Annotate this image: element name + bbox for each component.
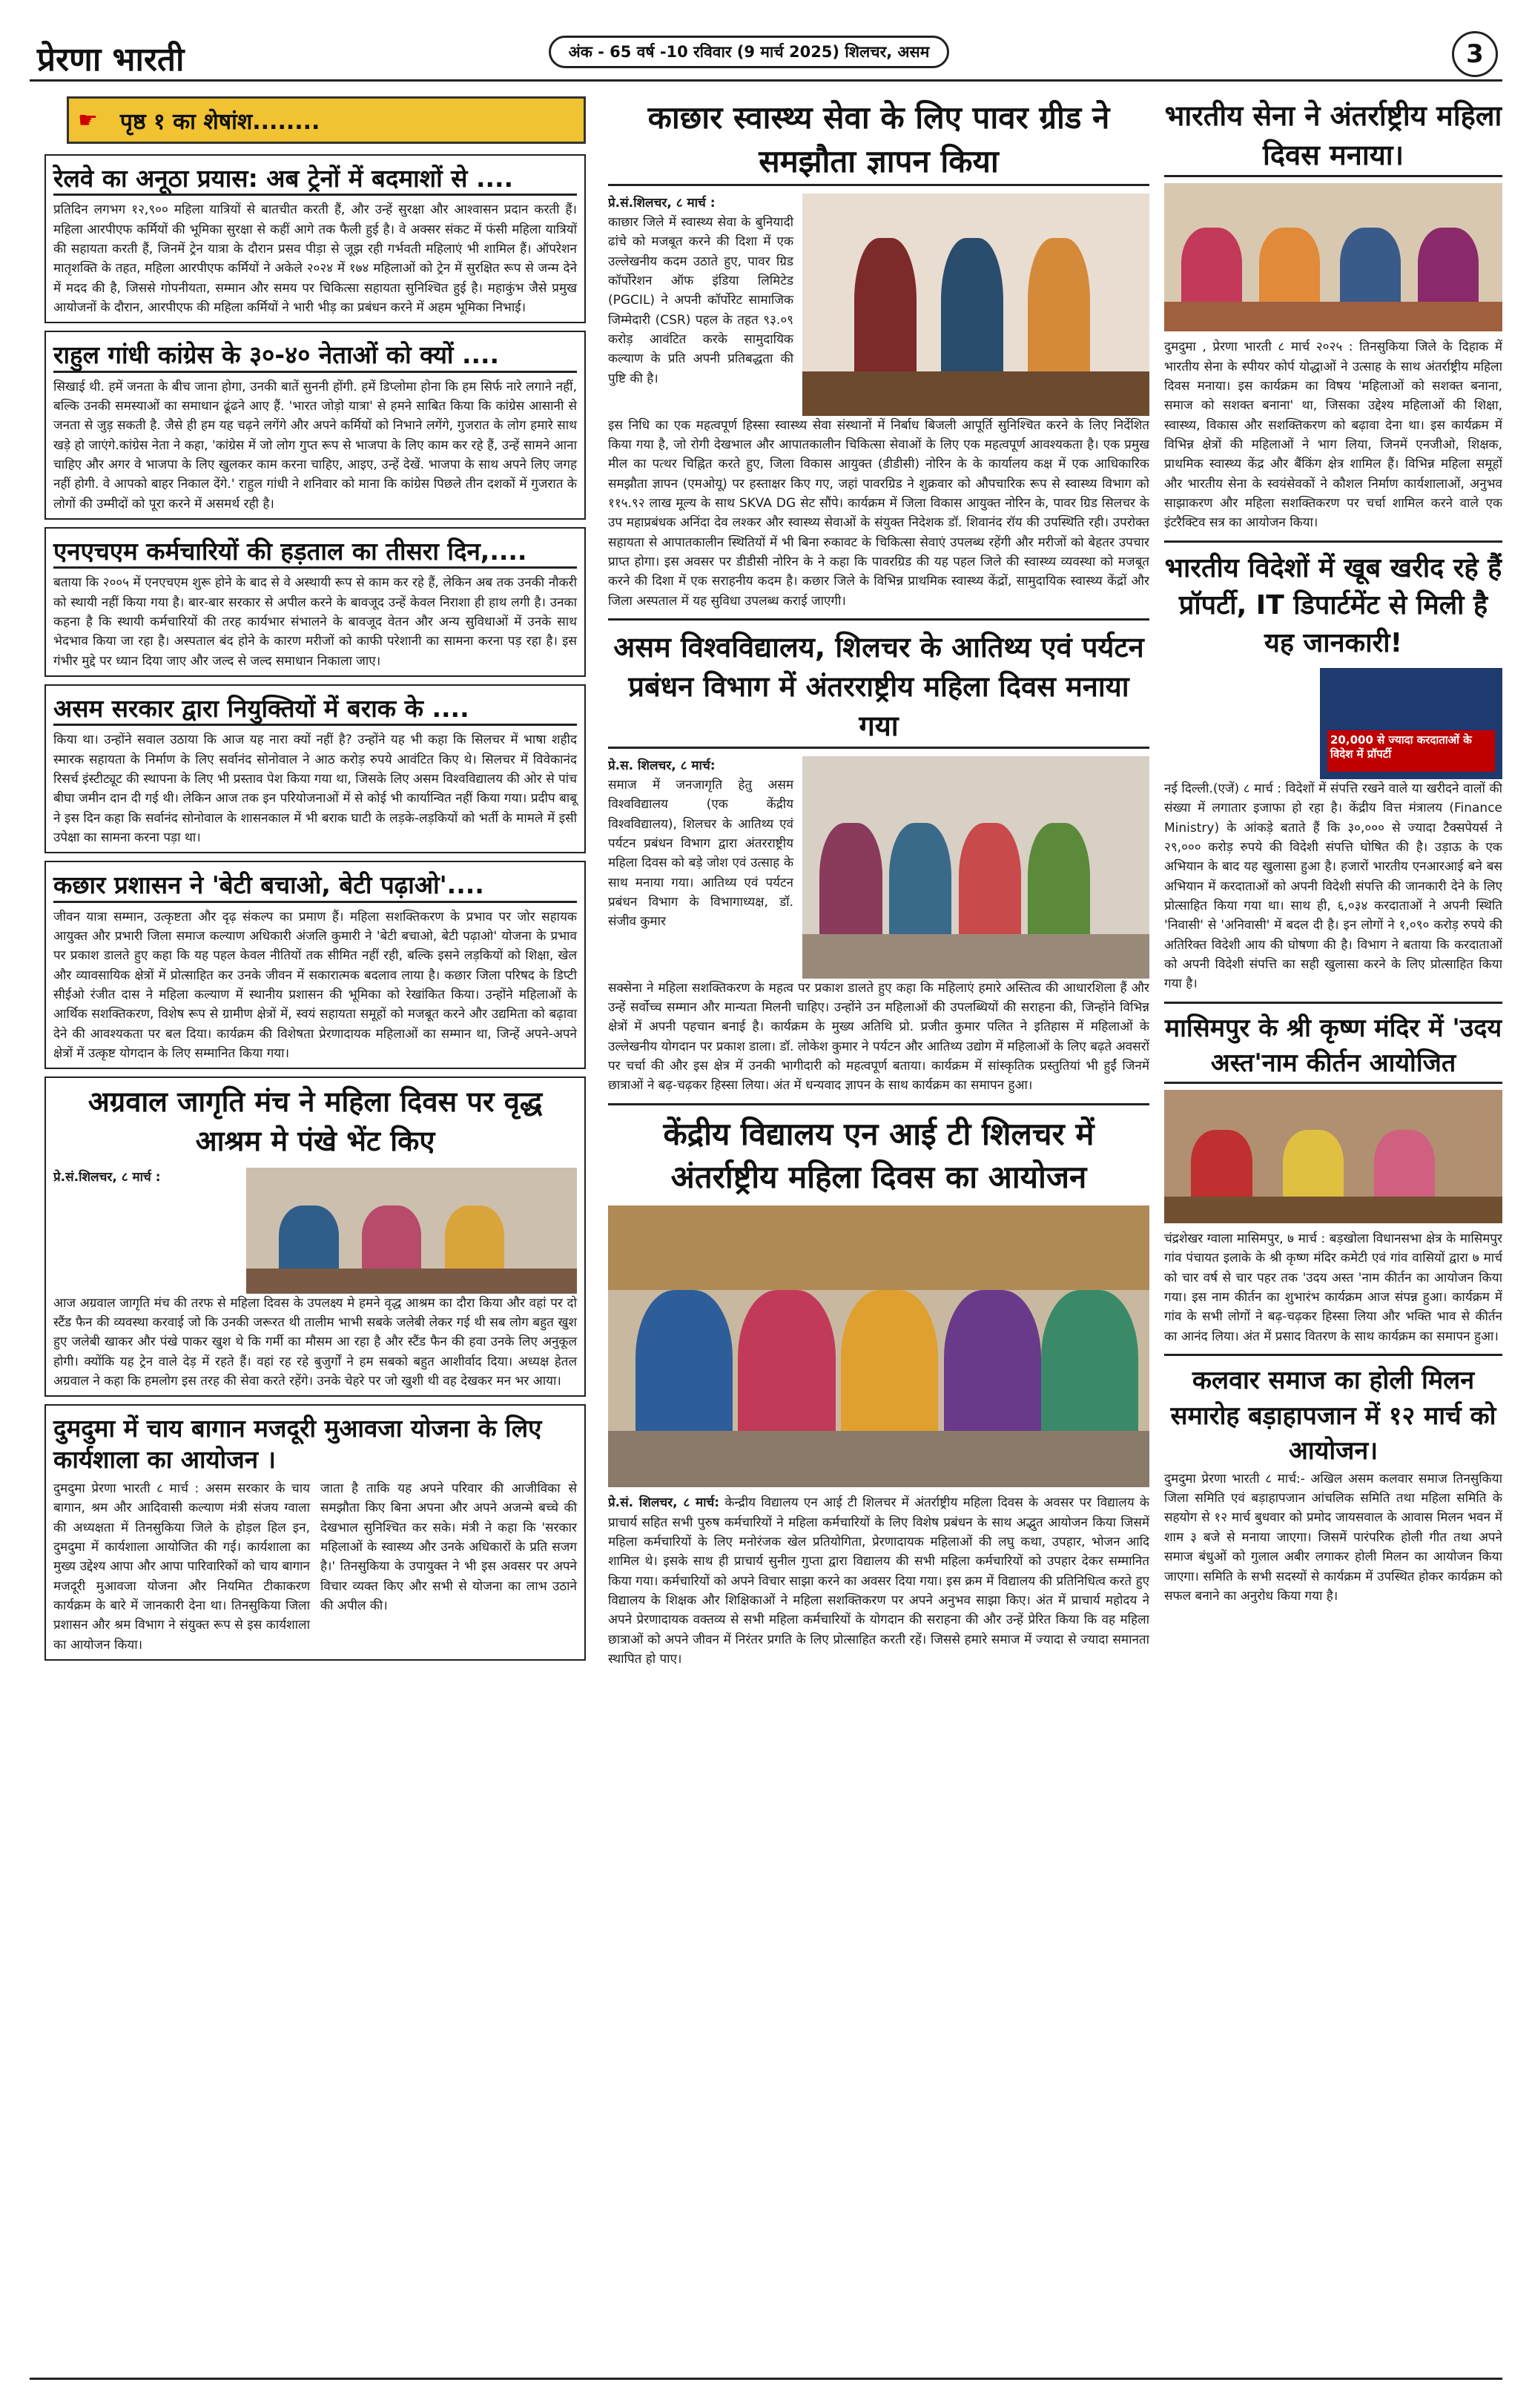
kirtan-photo (1164, 1090, 1502, 1223)
kendriya-vidyalaya-photo (608, 1205, 1149, 1487)
headline-foreign-property: भारतीय विदेशों में खूब खरीद रहे हैं प्रॉपर्टी, IT डिपार्टमेंट से मिली है यह जानकारी! (1164, 552, 1502, 658)
body-powergrid: इस निधि का एक महत्वपूर्ण हिस्सा स्वास्थ्य सेवा संस्थानों में निर्बाध बिजली आपूर्ति सुनिश्चित करने के लिए निर्देशित किया गया है, जो रोगी देखभाल और आपातकालीन चिकित्सा सेवाओं के लिए एक महत्वपूर्ण आवश्यकता है। एक प्रमुख मील का पत्थर चिह्नित करते हुए, जिला विकास आयुक्त (डीडीसी) नोरिन के के कार्यालय कक्ष में एक आधिकारिक समझौता ज्ञापन (एमओयू) पर हस्ताक्षर किए गए, जहां पावरग्रिड ने शुक्रवार को औपचारिक रूप से स्वास्थ्य विभाग को ११५.९२ लाख मूल्य के साथ SKVA DG सेट सौंपे। कार्यक्रम में जिला विकास आयुक्त नोरिन के, पावर ग्रिड सिलचर के उप महाप्रबंधक अनिंदा देव लश्कर और स्वास्थ्य सेवाओं के संयुक्त निदेशक डॉ. शिवानंद रॉय की उपस्थिति रही। उपरोक्त सहायता से आपातकालीन स्थितियों में भी बिना रुकावट के चिकित्सा सेवाएं उपलब्ध रहेंगी और मरीजों को बेहतर उपचार प्राप्त होगा। इस अवसर पर डीडीसी नोरिन के ने कहा कि पावरग्रिड की यह पहल जिले की स्वास्थ्य व्यवस्था को मजबूत करने की दिशा में एक सराहनीय कदम है। कछार जिले के विभिन्न प्राथमिक स्वास्थ्य केंद्रों, सामुदायिक स्वास्थ्य केंद्रों और जिला अस्पताल में यह सुविधा उपलब्ध कराई जाएगी। (608, 417, 1149, 609)
article-beti (44, 861, 586, 1069)
article-agrawal (44, 1076, 586, 1397)
article-rahul (44, 331, 586, 520)
dateline-powergrid: प्रे.सं.शिलचर, ८ मार्च : (608, 195, 716, 211)
headline-agrawal: अग्रवाल जागृति मंच ने महिला दिवस पर वृद्ध आश्रम मे पंखे भेंट किए (88, 1085, 543, 1158)
body-railway: प्रतिदिन लगभग १२,९०० महिला यात्रियों से बातचीत करती हैं, और उन्हें सुरक्षा और आश्वासन प्रदान करती हैं। महिला आरपीएफ कर्मियों की भूमिका सुरक्षा से कहीं आगे तक फैली हुई है। वे अक्सर संकट में फंसी महिला यात्रियों की सहायता करती हैं, जिनमें ट्रेन यात्रा के दौरान प्रसव पीड़ा से जूझ रही गर्भवती महिलाएं भी शामिल हैं। ऑपरेशन मातृशक्ति के तहत, महिला आरपीएफ कर्मियों ने अकेले २०२४ में १७४ महिलाओं को ट्रेन में सुरक्षित रूप से जन्म देने में मदद की है, जिससे गोपनीयता, सम्मान और समय पर चिकित्सा सहायता सुनिश्चित हुई है। महाकुंभ जैसे प्रमुख आयोजनों के दौरान, आरपीएफ की महिला कर्मियों ने भारी भीड़ का प्रबंधन करने में अहम भूमिका निभाई। (53, 202, 577, 315)
side-body-powergrid: काछार जिले में स्वास्थ्य सेवा के बुनियादी ढांचे को मजबूत करने की दिशा में एक उल्लेखनीय कदम उठाते हुए, पावर ग्रिड कॉर्पोरेशन ऑफ इंडिया लिमिटेड (PGCIL) ने अपनी कॉर्पोरेट सामाजिक जिम्मेदारी (CSR) पहल के तहत ९३.०९ करोड़ आवंटित करके सामुदायिक कल्याण के प्रति अपनी प्रतिबद्धता की पुष्टि की है। (608, 214, 793, 386)
newspaper-name: प्रेरणा भारती (37, 41, 185, 79)
article-nhm (44, 527, 586, 677)
article-railway (44, 154, 586, 323)
side-body-assam-university: समाज में जनजागृति हेतु असम विश्वविद्यालय (एक केंद्रीय विश्वविद्यालय), शिलचर के आतिथ्य एवं पर्यटन प्रबंधन विभाग द्वारा अंतरराष्ट्रीय महिला दिवस को बड़े जोश एवं उत्साह के साथ मनाया गया। आतिथ्य एवं पर्यटन प्रबंधन विभाग के विभागाध्यक्ष, डॉ. संजीव कुमार (608, 777, 793, 930)
pointing-hand-icon: ☛ (78, 107, 98, 133)
headline-assam-university: असम विश्वविद्यालय, शिलचर के आतिथ्य एवं पर्यटन प्रबंधन विभाग में अंतरराष्ट्रीय महिला दिवस मनाया गया (608, 628, 1149, 749)
article-assam-university (608, 628, 1149, 1096)
army-photo (1164, 183, 1502, 331)
headline-nhm: एनएचएम कर्मचारियों की हड़ताल का तीसरा दिन,.... (53, 536, 577, 569)
banner-label: पृष्ठ १ का शेषांश........ (119, 108, 320, 135)
headline-rahul: राहुल गांधी कांग्रेस के ३०-४० नेताओं को क्यों .... (53, 340, 577, 372)
body-army: दुमदुमा , प्रेरणा भारती ८ मार्च २०२५ : तिनसुकिया जिले के दिहाक में भारतीय सेना के स्पीयर कोर्प योद्धाओं ने उत्साह के साथ अंतर्राष्ट्रीय महिला दिवस मनाया। इस कार्यक्रम का विषय 'महिलाओं को सशक्त बनाना, समाज को सशक्त बनाना' था, जिसका उद्देश्य महिलाओं की शिक्षा, स्वास्थ्य, विकास और सशक्तिकरण को बढ़ावा देना था। इस कार्यक्रम में विभिन्न क्षेत्रों की महिलाओं ने भाग लिया, जिनमें एनजीओ, शिक्षक, प्राथमिक स्वास्थ्य केंद्र और बैंकिंग क्षेत्र शामिल हैं। विभिन्न महिला समूहों और भारतीय सेना के स्वयंसेवकों ने कौशल निर्माण कार्यशालाओं, अनुभव साझाकरण और महिला सशक्तिकरण पर चर्चा शामिल करने वाले एक इंटरैक्टिव सत्र का आयोजन किया। (1164, 340, 1502, 531)
continued-banner (67, 96, 586, 144)
headline-army: भारतीय सेना ने अंतर्राष्ट्रीय महिला दिवस मनाया। (1164, 96, 1502, 177)
body-rahul: सिखाई थी. हमें जनता के बीच जाना होगा, उनकी बातें सुननी होंगी. हमें डिप्लोमा होना कि हम सिर्फ नारे लगाने नहीं, बल्कि उनकी समस्याओं का समाधान ढूंढने आए हैं. 'भारत जोड़ो यात्रा' से हमने साबित किया कि कांग्रेस आसानी से जनता से जुड़ सकती है. जैसे ही हम यह चढ़ने लगेंगे और अपने कर्मियों को निभाने लगेंगे, गुजरात के लोग हमारे साथ खड़े हो जाएंगे.कांग्रेस नेता ने कहा, 'कांग्रेस में जो लोग गुप्त रूप से भाजपा के लिए काम कर रहे हैं, उन्हें सामने आना चाहिए और अगर वे भाजपा के लिए खुलकर काम करना चाहिए, आइए, उन्हें देखें. भाजपा के साथ अपने लिए जगह नहीं होगी. वे आपको बाहर निकाल देंगे.' राहुल गांधी ने शनिवार को माना कि कांग्रेस पिछले तीन दशकों में गुजरात के लोगों की उम्मीदों को पूरा करने में असमर्थ रही है। (53, 379, 577, 512)
headline-kirtan: मासिमपुर के श्री कृष्ण मंदिर में 'उदय अस्त'नाम कीर्तन आयोजित (1164, 1011, 1502, 1084)
article-dumduma-tea (44, 1404, 586, 1661)
body-holi: दुमदुमा प्रेरणा भारती ८ मार्च:- अखिल असम कलवार समाज तिनसुकिया जिला समिति एवं बड़ाहापजान आंचलिक समिति तथा महिला समिति के सहयोग से १२ मार्च बुधवार को प्रमोद जायसवाल के आवास मिलन भवन में शाम ३ बजे से मनाया जाएगा। जिसमें पारंपरिक होली गीत तथा अपने समाज बंधुओं को गुलाल अबीर लगाकर होली मिलन का आयोजन किया जाएगा। समिति के सभी सदस्यों से कार्यक्रम में उपस्थित होकर कार्यक्रम को सफल बनाने का अनुरोध किया गया है। (1164, 1471, 1502, 1604)
headline-beti: कछार प्रशासन ने 'बेटी बचाओ, बेटी पढ़ाओ'.... (53, 870, 577, 902)
body-assam-university: सक्सेना ने महिला सशक्तिकरण के महत्व पर प्रकाश डालते हुए कहा कि महिलाएं हमारे अस्तित्व की आधारशिला हैं और उन्हें सर्वोच्च सम्मान और मान्यता मिलनी चाहिए। उन्होंने उन महिलाओं की उपलब्धियों की सराहना की, जिन्होंने विभिन्न क्षेत्रों में अपनी पहचान बनाई है। कार्यक्रम के मुख्य अतिथि प्रो. प्रजीत कुमार पलित ने इतिहास में महिलाओं के उल्लेखनीय योगदान पर प्रकाश डाला। डॉ. लोकेश कुमार ने पर्यटन और आतिथ्य उद्योग में महिलाओं के लिए बढ़ते अवसरों पर चर्चा की और इस क्षेत्र में उनकी भागीदारी को महत्वपूर्ण बताया। कार्यक्रम में सांस्कृतिक प्रस्तुतियां भी हुईं जिनमें छात्राओं ने बढ़-चढ़कर हिस्सा लिया। अंत में धन्यवाद ज्ञापन के साथ कार्यक्रम का समापन हुआ। (608, 980, 1149, 1094)
masthead (30, 30, 1502, 82)
issue-info: अंक - 65 वर्ष -10 रविवार (9 मार्च 2025) शिलचर, असम (549, 36, 949, 68)
body-nhm: बताया कि २००५ में एनएचएम शुरू होने के बाद से वे अस्थायी रूप से काम कर रहे हैं, लेकिन अब तक उनकी नौकरी को स्थायी नहीं किया गया है। बार-बार सरकार से अपील करने के बावजूद उन्हें केवल निराशा ही हाथ लगी है। उनका कहना है कि स्थायी कर्मचारियों की तरह कार्यभार संभालने के बावजूद वेतन और अन्य सुविधाओं में उनके साथ भेदभाव किया जा रहा है। अस्पताल बंद होने के कारण मरीजों को काफी परेशानी का सामना करना पड़ रहा है। इस गंभीर मुद्दे पर ध्यान दिया जाए और जल्द से जल्द समाधान निकाला जाए। (53, 575, 577, 669)
page-number: 3 (1452, 31, 1498, 77)
powergrid-photo (802, 194, 1149, 416)
headline-railway: रेलवे का अनूठा प्रयास: अब ट्रेनों में बदमाशों से .... (53, 163, 577, 196)
article-kendriya-vidyalaya (608, 1113, 1149, 1670)
article-kirtan (1164, 1011, 1502, 1346)
headline-powergrid: काछार स्वास्थ्य सेवा के लिए पावर ग्रीड ने समझौता ज्ञापन किया (608, 96, 1149, 186)
headline-dumduma-tea: दुमदुमा में चाय बागान मजदूरी मुआवजा योजना के लिए कार्यशाला का आयोजन । (53, 1414, 542, 1474)
body-agrawal: आज अग्रवाल जागृति मंच की तरफ से महिला दिवस के उपलक्ष्य मे हमने वृद्ध आश्रम का दौरा किया और वहां पर दो स्टैंड फैन की व्यवस्था करवाई जो कि उनकी जरूरत थी तालीम भाभी सबके जलेबी लेकर गई थी सब लोग बहुत खुश हुए जलेबी खाकर और पंखे पाकर खुश थे कि गर्मी का मौसम आ रहा है और स्टैंड फैन की हवा उनके लिए अनुकूल होगी। क्योंकि यह ट्रेन वाले देड़ में रहते हैं। वहां रह रहे बुजुर्गों ने हम सबको बहुत आशीर्वाद दिया। अध्यक्ष हेतल अग्रवाल ने कहा कि हमलोग इस तरह की सेवा करते रहेंगे। उनके चेहरे पर जो खुशी थी वह देखकर मन भर आया। (53, 1295, 577, 1389)
foreign-property-graphic (1320, 668, 1502, 779)
column-middle (608, 96, 1149, 1669)
headline-holi: कलवार समाज का होली मिलन समारोह बड़ाहापजान में १२ मार्च को आयोजन। (1170, 1366, 1496, 1466)
newspaper-page (30, 30, 1502, 2380)
dateline-assam-university: प्रे.स. शिलचर, ८ मार्च: (608, 758, 716, 773)
body-beti: जीवन यात्रा सम्मान, उत्कृष्टता और दृढ़ संकल्प का प्रमाण हैं। महिला सशक्तिकरण के प्रभाव पर जोर सहायक आयुक्त और प्रभारी जिला समाज कल्याण अधिकारी अंजलि कुमारी ने 'बेटी बचाओ, बेटी पढ़ाओ' योजना के प्रभाव पर प्रकाश डालते हुए कहा कि यह पहल केवल नीतियों तक सीमित नहीं रही, बल्कि इसने लड़कियों को शिक्षा, खेल और व्यावसायिक क्षेत्रों में प्रोत्साहित कर उनके जीवन में सकारात्मक बदलाव लाया है। कछार जिला परिषद के डिप्टी सीईओ रंजीत दास ने महिला कल्याण में स्थानीय प्रशासन की भूमिका को रेखांकित किया। उन्होंने महिलाओं के आर्थिक सशक्तिकरण, विशेष रूप से ग्रामीण क्षेत्रों में, स्वयं सहायता समूहों को मजबूत करने और उद्यमिता को बढ़ावा देने की आवश्यकता पर बल दिया। कार्यक्रम की विशेषता प्रेरणादायक महिलाओं का सम्मान था, जिन्हें अपने-अपने क्षेत्रों में उत्कृष्ट योगदान के लिए सम्मानित किया गया। (53, 909, 577, 1061)
body-barak: किया था। उन्होंने सवाल उठाया कि आज यह नारा क्यों नहीं है? उन्होंने यह भी कहा कि सिलचर में भाषा शहीद स्मारक सहायता के निर्माण के लिए सर्वानंद सोनोवाल ने आठ करोड़ रुपये आवंटित किए थे। सिलचर में विवेकानंद रिसर्च इंस्टीट्यूट की स्थापना के लिए भी प्रस्ताव पेश किया गया था, जिसके लिए असम विश्वविद्यालय की ओर से पांच बीघा जमीन दान दी गई थी। लेकिन आज तक इन परियोजनाओं में से कोई भी कार्यान्वित नहीं किया गया। प्रदीप बाबू ने इस दिन कहा कि सर्वानंद सोनोवाल के शासनकाल में भी बराक घाटी के लड़के-लड़कियों को भर्ती के मामले में इसी उपेक्षा का सामना करना पड़ा था। (53, 732, 577, 845)
body-foreign-property: नई दिल्ली.(एजें) ८ मार्च : विदेशों में संपत्ति रखने वाले या खरीदने वालों की संख्या में लगातार इजाफा हो रहा है। केंद्रीय वित्त मंत्रालय (Finance Ministry) के आंकड़े बताते हैं कि ३०,००० से ज्यादा टैक्सपेयर्स ने २९,००० करोड़ रुपये की विदेशी संपत्ति घोषित की है। उड़ाऊ के एक अभियान के बाद यह खुलासा हुआ है। हजारों भारतीय एनआरआई बने बस अभियान में करदाताओं को अपनी विदेशी संपत्ति की जानकारी देने के लिए प्रोत्साहित किया गया था। साथ ही, ६,०३४ करदाताओं ने अपनी स्थिति 'निवासी' से 'अनिवासी' में बदल दी है। इन लोगों ने १,०९० करोड़ रुपये की अतिरिक्त विदेशी आय की घोषणा की है। विभाग ने बताया कि करदाताओं को अपनी विदेशी संपत्ति का सही खुलासा करने के लिए प्रोत्साहित किया गया है। (1164, 781, 1502, 992)
agrawal-photo (246, 1168, 577, 1294)
assam-university-photo (802, 756, 1149, 979)
body-kirtan: चंद्रशेखर ग्वाला मासिमपुर, ७ मार्च : बड़खोला विधानसभा क्षेत्र के मासिमपुर गांव पंचायत इलाके के श्री कृष्ण मंदिर कमेटी एवं गांव वासियों द्वारा ७ मार्च को चार वर्ष से चार पहर तक 'उदय अस्त 'नाम कीर्तन का आयोजन किया गया। इस नाम कीर्तन का शुभारंभ कार्यक्रम आज संपन्न हुआ। कार्यक्रम में गांव के सभी लोगों ने बढ़-चढ़कर हिस्सा लिया और भक्ति भाव से कीर्तन का आनंद लिया। अंत में प्रसाद वितरण के साथ कार्यक्रम का समापन हुआ। (1164, 1231, 1502, 1344)
headline-kendriya-vidyalaya: केंद्रीय विद्यालय एन आई टी शिलचर में अंतर्राष्ट्रीय महिला दिवस का आयोजन (663, 1115, 1094, 1196)
body-kendriya-vidyalaya: प्रे.सं. शिलचर, ८ मार्च: केन्द्रीय विद्यालय एन आई टी शिलचर में अंतर्राष्ट्रीय महिला दिवस के अवसर पर विद्यालय के प्राचार्य सहित सभी पुरुष कर्मचारियों ने महिला कर्मचारियों के लिए विशेष प्रबंधन के साथ अद्भुत आयोजन किया जिसमें महिला कर्मचारियों के लिए मनोरंजक खेल प्रतियोगिता, प्रेरणादायक महिलाओं की लघु कथा, उपहार, भोजन आदि शामिल थे। इसके साथ ही प्राचार्य सुनील गुप्ता द्वारा विद्यालय की सभी महिला कर्मचारियों को उपहार देकर सम्मानित किया गया। कर्मचारियों को अपने विचार साझा करने का अवसर दिया गया। इस क्रम में विद्यालय की प्रतिनिधित्व करते हुए विद्यालय के शिक्षक और शिक्षिकाओं ने महिला सशक्तिकरण पर अपने अनुभव साझा किए। अंत में प्राचार्य महोदय ने अपने प्रेरणादायक वक्तव्य से सभी महिला कर्मचारियों के योगदान की सराहना की और उन्हें प्रेरित किया कि वह महिला छात्राओं को अपने जीवन में निरंतर प्रगति के लिए प्रोत्साहित करती रहें। जिससे हमारे समाज में ज्यादा से ज्यादा समानता स्थापित हो पाए। (608, 1495, 1149, 1667)
article-barak (44, 684, 586, 853)
headline-barak: असम सरकार द्वारा नियुक्तियों में बराक के .... (53, 693, 577, 726)
article-powergrid (608, 96, 1149, 611)
article-foreign-property (1164, 550, 1502, 994)
body-dumduma-tea-1: दुमदुमा प्रेरणा भारती ८ मार्च : असम सरकार के चाय बागान, श्रम और आदिवासी कल्याण मंत्री संजय ग्वाला की अध्यक्षता में तिनसुकिया जिले के होड़ल हिल इन, दुमदुमा में कार्यशाला आयोजित की गई। कार्यशाला का मुख्य उद्देश्य आपा और आपा पारिवारिकों को चाय बागान मजदूरी मुआवजा योजना और नियमित टीकाकरण कार्यक्रम के बारे में जानकारी देना था। तिनसुकिया जिला प्रशासन और श्रम विभाग ने संयुक्त रूप से इस कार्यशाला का आयोजन किया। (53, 1481, 310, 1653)
article-army (1164, 96, 1502, 533)
foreign-property-caption: 20,000 से ज्यादा करदाताओं के विदेश में प्रॉपर्टी (1327, 730, 1495, 772)
page-footer-rule (30, 2378, 1502, 2380)
column-left (44, 96, 586, 1668)
dateline-agrawal: प्रे.सं.शिलचर, ८ मार्च : (53, 1169, 161, 1185)
article-holi (1164, 1363, 1502, 1606)
column-right (1164, 96, 1502, 1606)
body-dumduma-tea-2: जाता है ताकि यह अपने परिवार की आजीविका से समझौता किए बिना अपना और अपने अजन्मे बच्चे की देखभाल सुनिश्चित कर सके। मंत्री ने कहा कि 'सरकार महिलाओं के स्वास्थ्य और उनके अधिकारों के प्रति सजग है।' तिनसुकिया के उपायुक्त ने भी इस अवसर पर अपने विचार व्यक्त किए और सभी से योजना का लाभ उठाने की अपील की। (320, 1481, 577, 1613)
